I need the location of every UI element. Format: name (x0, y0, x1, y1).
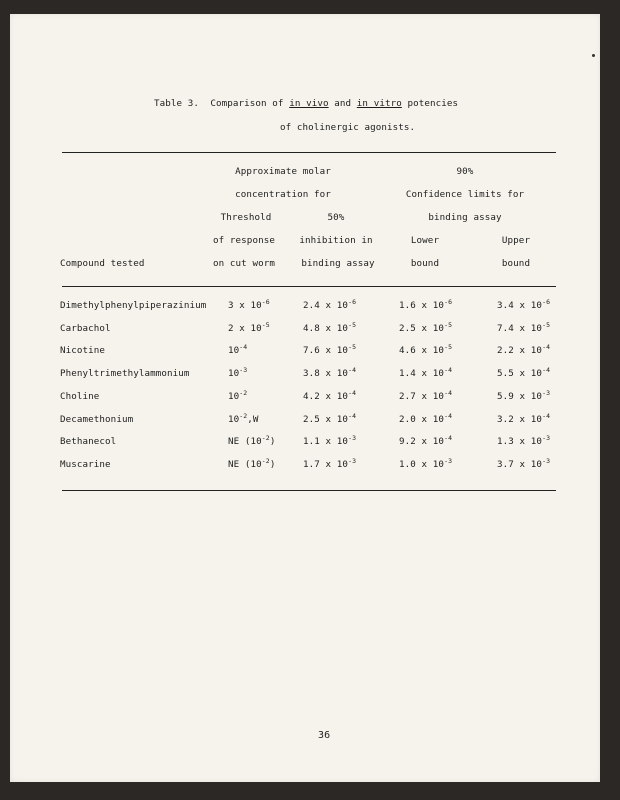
upper-exponent: -3 (542, 434, 551, 442)
inhibition-exponent: -5 (348, 343, 357, 351)
inhibition-mantissa: 1.7 x 10 (303, 459, 349, 470)
lower-exponent: -5 (444, 321, 453, 329)
upper-mantissa: 3.2 x 10 (497, 414, 543, 425)
cell-inhibition (303, 414, 356, 425)
scan-speck (592, 54, 595, 57)
threshold-mantissa: NE (10 (228, 459, 262, 470)
lower-exponent: -4 (444, 412, 453, 420)
lower-mantissa: 4.6 x 10 (399, 345, 445, 356)
inhibition-mantissa: 7.6 x 10 (303, 345, 349, 356)
header-molar-1: Approximate molar (235, 166, 331, 177)
inhibition-mantissa: 4.8 x 10 (303, 323, 349, 334)
header-conf-1: 90% (456, 166, 474, 177)
cell-inhibition (303, 323, 356, 334)
header-molar-2: concentration for (235, 189, 331, 200)
lower-exponent: -4 (444, 366, 453, 374)
inhibition-exponent: -6 (348, 298, 357, 306)
lower-mantissa: 1.6 x 10 (399, 300, 445, 311)
threshold-exponent: -2 (239, 389, 248, 397)
inhibition-mantissa: 3.8 x 10 (303, 368, 349, 379)
cell-upper (497, 368, 550, 379)
cell-lower (399, 345, 452, 356)
threshold-exponent: -3 (239, 366, 248, 374)
upper-mantissa: 5.9 x 10 (497, 391, 543, 402)
cell-compound: Carbachol (60, 323, 111, 334)
document-page (10, 14, 600, 782)
cell-compound: Nicotine (60, 345, 106, 356)
upper-exponent: -6 (542, 298, 551, 306)
upper-mantissa: 1.3 x 10 (497, 436, 543, 447)
upper-mantissa: 5.5 x 10 (497, 368, 543, 379)
cell-upper (497, 459, 550, 470)
cell-threshold (228, 368, 247, 379)
caption-in-vivo: in vivo (289, 98, 329, 109)
threshold-exponent: -6 (261, 298, 270, 306)
header-lower-1: Lower (410, 235, 440, 246)
cell-lower (399, 323, 452, 334)
cell-threshold (228, 391, 247, 402)
table-caption (154, 98, 458, 109)
threshold-mantissa: 10 (228, 414, 240, 425)
header-inhibition-2: inhibition in (299, 235, 373, 246)
header-upper-1: Upper (501, 235, 531, 246)
cell-compound: Decamethonium (60, 414, 134, 425)
cell-threshold (228, 436, 275, 447)
caption-in-vitro: in vitro (356, 98, 402, 109)
header-conf-3: binding assay (428, 212, 502, 223)
header-inhibition-1: 50% (327, 212, 345, 223)
inhibition-exponent: -5 (348, 321, 357, 329)
lower-mantissa: 2.5 x 10 (399, 323, 445, 334)
caption-text: Comparison of (210, 98, 284, 109)
threshold-exponent: -2 (239, 412, 248, 420)
table-caption-line2: of cholinergic agonists. (280, 122, 416, 133)
cell-inhibition (303, 345, 356, 356)
header-rule (62, 286, 556, 287)
lower-mantissa: 1.4 x 10 (399, 368, 445, 379)
threshold-suffix: ,W (247, 414, 259, 425)
upper-exponent: -4 (542, 412, 551, 420)
inhibition-mantissa: 1.1 x 10 (303, 436, 349, 447)
lower-mantissa: 9.2 x 10 (399, 436, 445, 447)
cell-lower (399, 391, 452, 402)
upper-exponent: -3 (542, 389, 551, 397)
cell-lower (399, 368, 452, 379)
cell-inhibition (303, 368, 356, 379)
cell-lower (399, 414, 452, 425)
cell-inhibition (303, 300, 356, 311)
cell-upper (497, 436, 550, 447)
threshold-mantissa: 3 x 10 (228, 300, 262, 311)
lower-mantissa: 1.0 x 10 (399, 459, 445, 470)
header-inhibition-3: binding assay (301, 258, 375, 269)
threshold-mantissa: 10 (228, 368, 240, 379)
threshold-suffix: ) (269, 436, 276, 447)
lower-exponent: -4 (444, 434, 453, 442)
header-threshold-2: of response (213, 235, 275, 246)
upper-mantissa: 3.7 x 10 (497, 459, 543, 470)
cell-compound: Muscarine (60, 459, 111, 470)
upper-exponent: -4 (542, 343, 551, 351)
inhibition-exponent: -4 (348, 412, 357, 420)
cell-inhibition (303, 436, 356, 447)
inhibition-exponent: -4 (348, 366, 357, 374)
lower-exponent: -5 (444, 343, 453, 351)
cell-upper (497, 300, 550, 311)
cell-threshold (228, 345, 247, 356)
lower-mantissa: 2.7 x 10 (399, 391, 445, 402)
threshold-mantissa: 10 (228, 345, 240, 356)
inhibition-mantissa: 4.2 x 10 (303, 391, 349, 402)
threshold-exponent: -2 (261, 434, 270, 442)
lower-exponent: -3 (444, 457, 453, 465)
header-upper-2: bound (501, 258, 531, 269)
cell-lower (399, 459, 452, 470)
cell-inhibition (303, 459, 356, 470)
upper-exponent: -3 (542, 457, 551, 465)
cell-upper (497, 414, 550, 425)
upper-mantissa: 2.2 x 10 (497, 345, 543, 356)
cell-threshold (228, 459, 275, 470)
caption-potencies: potencies (407, 98, 459, 109)
cell-threshold (228, 323, 270, 334)
cell-lower (399, 436, 452, 447)
header-threshold-1: Threshold (220, 212, 272, 223)
cell-threshold (228, 300, 270, 311)
header-threshold-3: on cut worm (213, 258, 275, 269)
header-lower-2: bound (410, 258, 440, 269)
inhibition-exponent: -4 (348, 389, 357, 397)
threshold-mantissa: 10 (228, 391, 240, 402)
cell-inhibition (303, 391, 356, 402)
threshold-exponent: -2 (261, 457, 270, 465)
threshold-mantissa: NE (10 (228, 436, 262, 447)
threshold-exponent: -5 (261, 321, 270, 329)
cell-compound: Choline (60, 391, 100, 402)
upper-mantissa: 3.4 x 10 (497, 300, 543, 311)
upper-exponent: -5 (542, 321, 551, 329)
inhibition-mantissa: 2.4 x 10 (303, 300, 349, 311)
threshold-mantissa: 2 x 10 (228, 323, 262, 334)
header-conf-2: Confidence limits for (405, 189, 525, 200)
cell-compound: Dimethylphenylpiperazinium (60, 300, 207, 311)
caption-label: Table 3. (154, 98, 200, 109)
caption-and: and (334, 98, 352, 109)
inhibition-exponent: -3 (348, 457, 357, 465)
cell-upper (497, 323, 550, 334)
lower-exponent: -4 (444, 389, 453, 397)
cell-compound: Bethanecol (60, 436, 117, 447)
upper-mantissa: 7.4 x 10 (497, 323, 543, 334)
lower-mantissa: 2.0 x 10 (399, 414, 445, 425)
top-rule (62, 152, 556, 153)
threshold-exponent: -4 (239, 343, 248, 351)
inhibition-exponent: -3 (348, 434, 357, 442)
threshold-suffix: ) (269, 459, 276, 470)
page-number: 36 (318, 730, 331, 741)
header-compound: Compound tested (60, 258, 145, 269)
cell-lower (399, 300, 452, 311)
bottom-rule (62, 490, 556, 491)
upper-exponent: -4 (542, 366, 551, 374)
cell-upper (497, 345, 550, 356)
cell-upper (497, 391, 550, 402)
inhibition-mantissa: 2.5 x 10 (303, 414, 349, 425)
lower-exponent: -6 (444, 298, 453, 306)
cell-threshold (228, 414, 259, 425)
cell-compound: Phenyltrimethylammonium (60, 368, 190, 379)
